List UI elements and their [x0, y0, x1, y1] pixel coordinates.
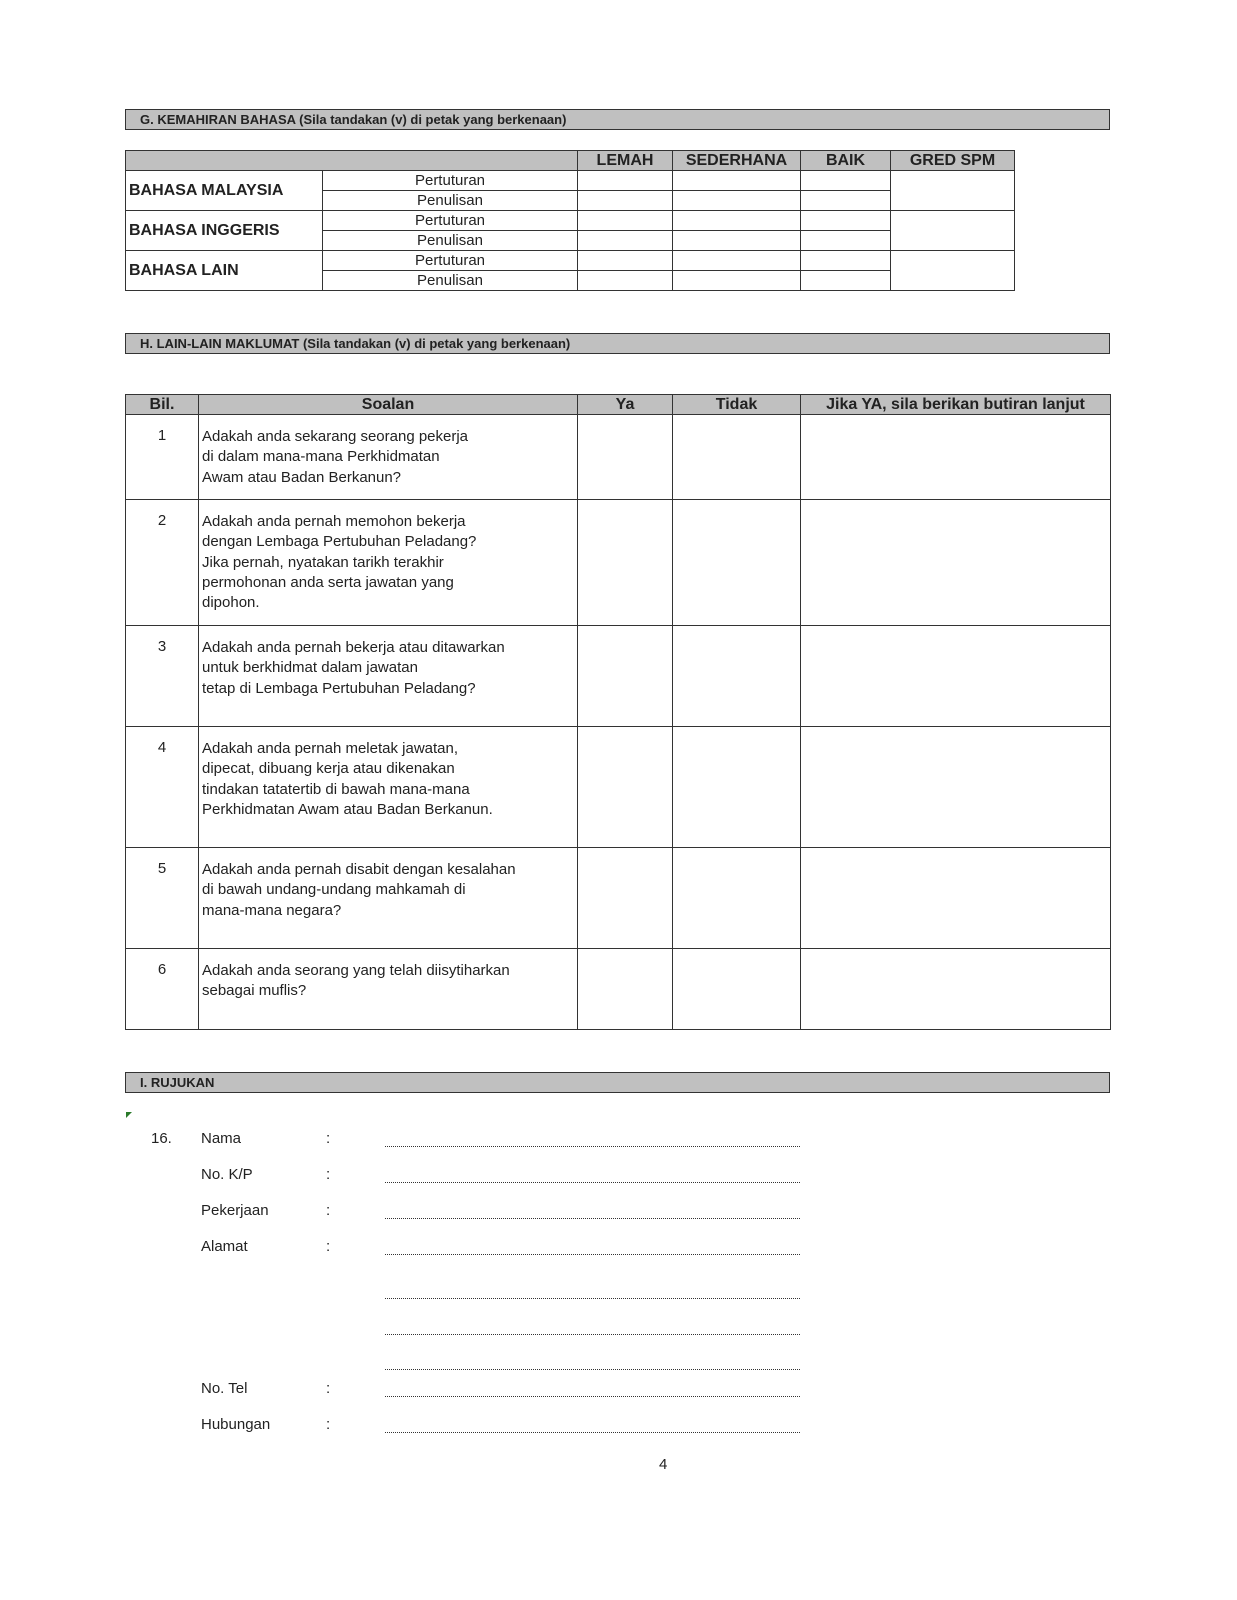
tidak-cell[interactable]	[673, 415, 801, 500]
ya-cell[interactable]	[578, 626, 673, 727]
field-label: Alamat	[201, 1238, 248, 1255]
field-input-line[interactable]	[385, 1146, 800, 1147]
ya-cell[interactable]	[578, 949, 673, 1030]
details-cell[interactable]	[801, 848, 1111, 949]
reference-number: 16.	[151, 1130, 172, 1147]
lemah-cell[interactable]	[578, 211, 673, 231]
field-colon: :	[326, 1238, 331, 1255]
question-text: Adakah anda pernah disabit dengan kesalahan di bawah undang-undang mahkamah di mana-mana negara?	[199, 848, 578, 949]
question-row	[126, 626, 1111, 727]
tidak-cell[interactable]	[673, 500, 801, 626]
tidak-cell[interactable]	[673, 848, 801, 949]
lemah-cell[interactable]	[578, 251, 673, 271]
skill-label: Pertuturan	[323, 171, 578, 191]
field-input-line[interactable]	[385, 1182, 800, 1183]
details-cell[interactable]	[801, 949, 1111, 1030]
question-row	[126, 949, 1111, 1030]
details-cell[interactable]	[801, 500, 1111, 626]
question-text: Adakah anda pernah meletak jawatan, dipecat, dibuang kerja atau dikenakan tindakan tatatertib di bawah mana-mana Perkhidmatan Awam atau Badan Berkanun.	[199, 727, 578, 848]
baik-cell[interactable]	[801, 211, 891, 231]
question-text: Adakah anda sekarang seorang pekerja di dalam mana-mana Perkhidmatan Awam atau Badan Berkanun?	[199, 415, 578, 500]
section-g-header: G. KEMAHIRAN BAHASA (Sila tandakan (v) di petak yang berkenaan)	[125, 109, 1110, 130]
field-label: Nama	[201, 1130, 242, 1147]
ya-cell[interactable]	[578, 727, 673, 848]
skill-label: Pertuturan	[323, 211, 578, 231]
field-input-line[interactable]	[385, 1218, 800, 1219]
baik-cell[interactable]	[801, 271, 891, 291]
field-colon: :	[326, 1166, 331, 1183]
lemah-cell[interactable]	[578, 171, 673, 191]
questions-table: Bil. Soalan Ya Tidak Jika YA, sila berikan butiran lanjut 1 Adakah anda sekarang seorang pekerja di dalam mana-mana Perkhidmatan Awam atau Badan Berkanun? 2 Adakah anda pernah memohon bekerja dengan Lembaga Pertubuhan Peladang? Jika pernah, nyatakan tarikh terakhir permohonan anda serta jawatan yang dipohon. 3 Adakah anda pernah bekerja atau ditawarkan untuk berkhidmat dalam jawatan tetap di Lembaga Pertubuhan Peladang? 4 Adakah anda pernah meletak jawatan, dipecat, dibuang kerja atau dikenakan tindakan tatatertib di bawah mana-mana Perkhidmatan Awam atau Badan Berkanun. 5 Adakah anda pernah disabit dengan kesalahan di bawah undang-undang mahkamah di mana-mana negara? 6 Adakah anda seorang yang telah diisytiharkan sebagai muflis?	[125, 394, 1111, 1030]
field-input-line[interactable]	[385, 1432, 800, 1433]
question-text: Adakah anda seorang yang telah diisytiharkan sebagai muflis?	[199, 949, 578, 1030]
skill-label: Penulisan	[323, 271, 578, 291]
field-colon: :	[326, 1416, 331, 1433]
lemah-cell[interactable]	[578, 271, 673, 291]
field-colon: :	[326, 1202, 331, 1219]
gred-spm-cell[interactable]	[891, 251, 1015, 291]
question-row	[126, 727, 1111, 848]
field-input-line[interactable]	[385, 1396, 800, 1397]
field-input-line[interactable]	[385, 1369, 800, 1370]
sederhana-cell[interactable]	[673, 231, 801, 251]
gred-spm-cell[interactable]	[891, 211, 1015, 251]
question-number: 1	[126, 415, 199, 500]
question-row	[126, 848, 1111, 949]
skill-label: Penulisan	[323, 191, 578, 211]
field-input-line[interactable]	[385, 1334, 800, 1335]
question-number: 6	[126, 949, 199, 1030]
field-colon: :	[326, 1380, 331, 1397]
gred-spm-cell[interactable]	[891, 171, 1015, 211]
language-skills-table: LEMAH SEDERHANA BAIK GRED SPM BAHASA MALAYSIA Pertuturan Penulisan BAHASA INGGERIS Pertuturan Penulisan BAHASA LAIN Pertuturan Penulisan	[125, 150, 1015, 291]
question-number: 2	[126, 500, 199, 626]
question-number: 4	[126, 727, 199, 848]
language-row	[126, 251, 1015, 271]
question-text: Adakah anda pernah memohon bekerja dengan Lembaga Pertubuhan Peladang? Jika pernah, nyatakan tarikh terakhir permohonan anda serta jawatan yang dipohon.	[199, 500, 578, 626]
baik-cell[interactable]	[801, 231, 891, 251]
tidak-cell[interactable]	[673, 949, 801, 1030]
sederhana-cell[interactable]	[673, 211, 801, 231]
ya-cell[interactable]	[578, 500, 673, 626]
language-row	[126, 171, 1015, 191]
sederhana-cell[interactable]	[673, 271, 801, 291]
field-label: No. K/P	[201, 1166, 253, 1183]
language-row	[126, 211, 1015, 231]
details-cell[interactable]	[801, 626, 1111, 727]
language-name: BAHASA LAIN	[126, 251, 323, 291]
sederhana-cell[interactable]	[673, 191, 801, 211]
tidak-cell[interactable]	[673, 727, 801, 848]
ya-cell[interactable]	[578, 848, 673, 949]
details-cell[interactable]	[801, 415, 1111, 500]
field-colon: :	[326, 1130, 331, 1147]
language-name: BAHASA MALAYSIA	[126, 171, 323, 211]
baik-cell[interactable]	[801, 251, 891, 271]
field-label: No. Tel	[201, 1380, 248, 1397]
cell-comment-marker-icon	[126, 1112, 132, 1118]
question-row	[126, 500, 1111, 626]
skill-label: Pertuturan	[323, 251, 578, 271]
lemah-cell[interactable]	[578, 231, 673, 251]
field-label: Hubungan	[201, 1416, 271, 1433]
baik-cell[interactable]	[801, 191, 891, 211]
sederhana-cell[interactable]	[673, 171, 801, 191]
ya-cell[interactable]	[578, 415, 673, 500]
sederhana-cell[interactable]	[673, 251, 801, 271]
question-number: 5	[126, 848, 199, 949]
question-number: 3	[126, 626, 199, 727]
question-text: Adakah anda pernah bekerja atau ditawarkan untuk berkhidmat dalam jawatan tetap di Lembaga Pertubuhan Peladang?	[199, 626, 578, 727]
details-cell[interactable]	[801, 727, 1111, 848]
lemah-cell[interactable]	[578, 191, 673, 211]
skill-label: Penulisan	[323, 231, 578, 251]
section-h-header: H. LAIN-LAIN MAKLUMAT (Sila tandakan (v) di petak yang berkenaan)	[125, 333, 1110, 354]
page-number: 4	[659, 1456, 668, 1473]
field-input-line[interactable]	[385, 1298, 800, 1299]
language-name: BAHASA INGGERIS	[126, 211, 323, 251]
section-i-header: I. RUJUKAN	[125, 1072, 1110, 1093]
field-label: Pekerjaan	[201, 1202, 269, 1219]
tidak-cell[interactable]	[673, 626, 801, 727]
field-input-line[interactable]	[385, 1254, 800, 1255]
question-row	[126, 415, 1111, 500]
baik-cell[interactable]	[801, 171, 891, 191]
